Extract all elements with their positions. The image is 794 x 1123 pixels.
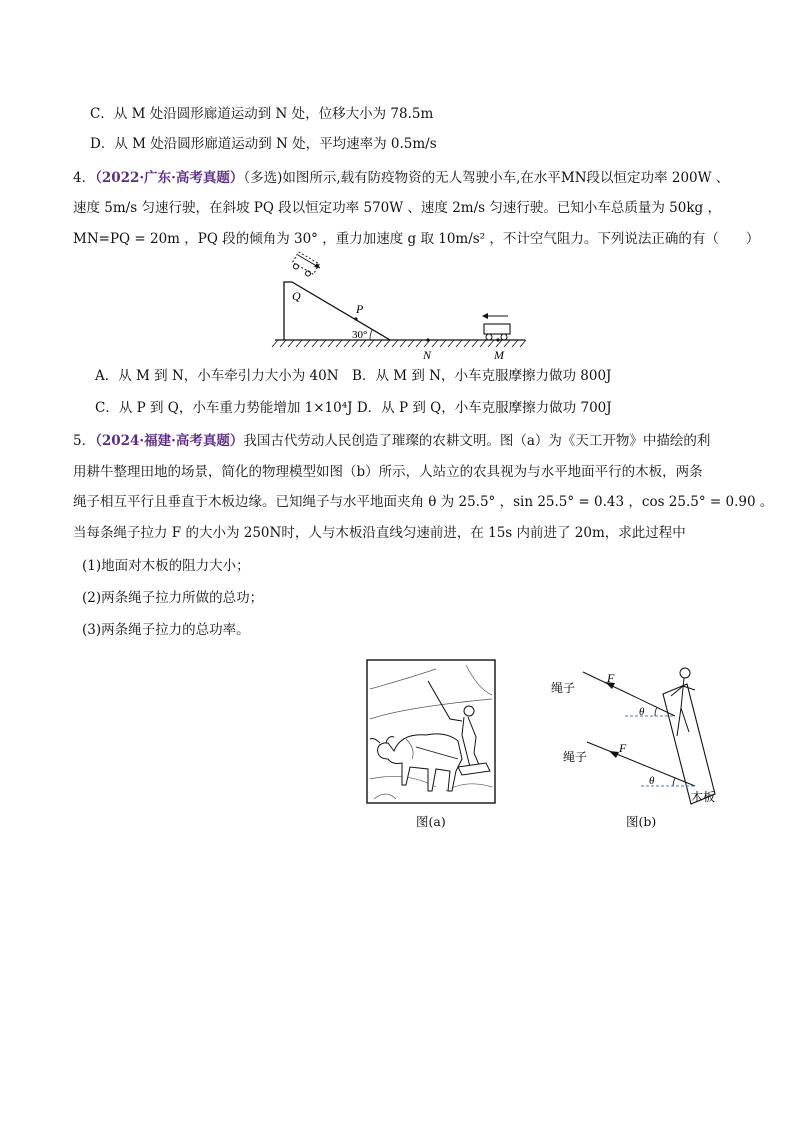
question-5-line1 [73,431,710,451]
question-source: （2022·广东·高考真题） [95,170,244,186]
label-rope-2: 绳子 [563,750,588,764]
question-4-line2: 速度 5m/s 匀速行驶，在斜坡 PQ 段以恒定功率 570W 、速度 2m/s 匀速行驶。已知小车总质量为 50kg ， [73,200,721,216]
question-5-line3: 绳子相互平行且垂直于木板边缘。已知绳子与水平地面夹角 θ 为 25.5° ，sin 25.5° = 0.43 ，cos 25.5° = 0.90 。 [73,494,774,510]
options-ab-q4: A．从 M 到 N，小车牵引力大小为 40N B．从 M 到 N，小车克服摩擦力做功 800J [95,368,612,384]
subquestion-2: (2)两条绳子拉力所做的总功； [82,590,264,606]
question-5-line2: 用耕牛整理田地的场景，简化的物理模型如图（b）所示，人站立的农具视为与水平地面平行的木板，两条 [73,464,703,480]
label-theta-2: θ [649,775,655,787]
subquestion-1: (1)地面对木板的阻力大小； [82,558,250,574]
incline-diagram [270,252,530,364]
label-n: N [423,348,432,362]
figure-a-caption: 图(a) [416,814,446,829]
question-4-line3: MN=PQ = 20m ，PQ 段的倾角为 30° ，重力加速度 g 取 10m/s² ，不计空气阻力。下列说法正确的有（ ） [73,231,760,247]
question-5-line4: 当每条绳子拉力 F 的大小为 250N时，人与木板沿直线匀速前进，在 15s 内前进了 20m，求此过程中 [73,525,686,541]
figure-b-caption: 图(b) [626,814,657,829]
question-number: 5． [73,433,96,449]
label-angle: 30° [352,329,368,341]
label-f-1: F [607,671,615,685]
label-rope-1: 绳子 [551,681,576,695]
question-text: （多选)如图所示,载有防疫物资的无人驾驶小车,在水平MN段以恒定功率 200W 、 [243,170,730,186]
rope-board-model [545,658,735,808]
options-cd-q4: C．从 P 到 Q，小车重力势能增加 1×10⁴J D．从 P 到 Q，小车克服摩擦力做功 700J [95,400,612,416]
question-4-line1 [73,168,729,188]
option-d-q3: D．从 M 处沿圆形廊道运动到 N 处，平均速率为 0.5m/s [90,136,437,152]
label-theta-1: θ [639,706,645,718]
label-m: M [494,348,504,362]
question-source: （2024·福建·高考真题） [95,433,244,449]
ox-plough-illustration [366,659,496,804]
label-q: Q [292,289,301,303]
subquestion-3: (3)两条绳子拉力的总功率。 [82,622,250,638]
label-f-2: F [619,741,627,755]
question-text: 我国古代劳动人民创造了璀璨的农耕文明。图（a）为《天工开物》中描绘的利 [243,433,711,449]
option-c-q3: C．从 M 处沿圆形廊道运动到 N 处，位移大小为 78.5m [90,106,434,122]
label-p: P [356,302,364,316]
question-number: 4． [73,170,96,186]
label-board: 木板 [691,790,716,804]
